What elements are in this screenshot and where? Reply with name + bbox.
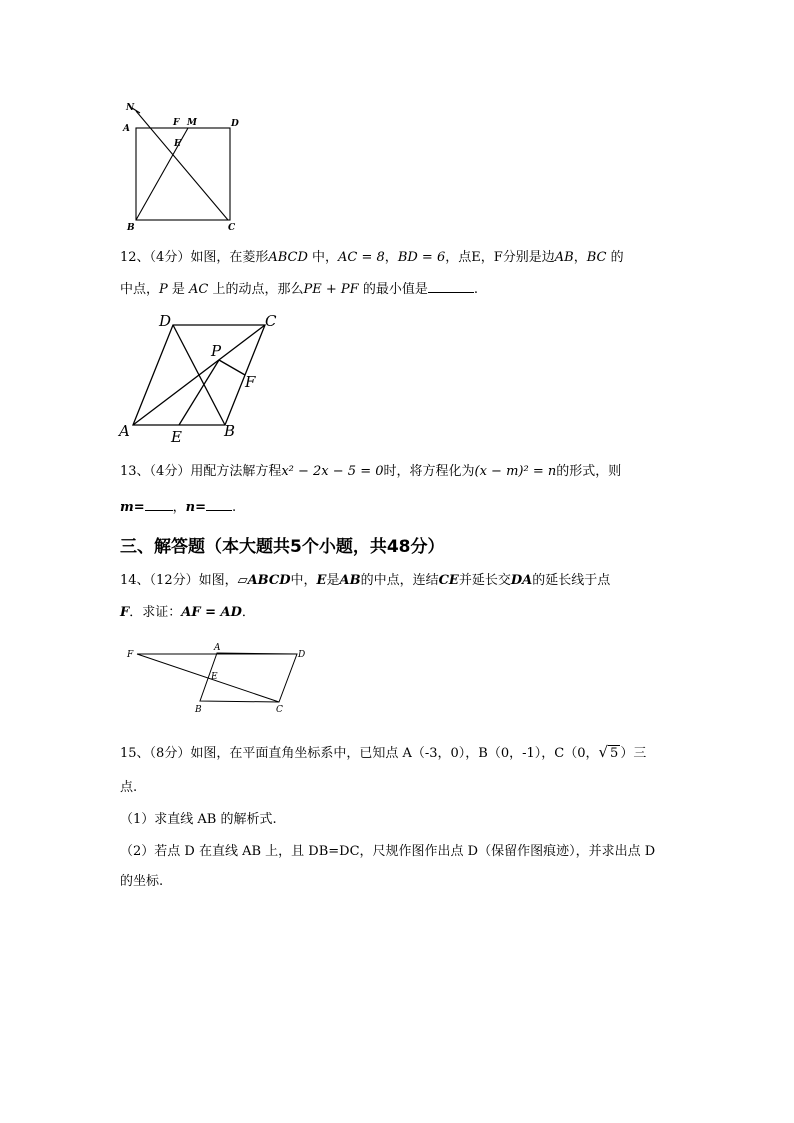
q14-text: 的中点，连结: [360, 573, 439, 588]
q13-text: ，: [172, 500, 186, 515]
sqrt-radicand: 5: [610, 746, 619, 761]
math-bc: BC: [586, 250, 607, 265]
q12-line1: [120, 248, 624, 268]
q13-line1: [120, 462, 621, 482]
q12-text: 的: [606, 250, 624, 265]
q12-text: ，: [573, 250, 587, 265]
label-a: A: [214, 643, 221, 653]
q14-text: 并延长交: [458, 573, 511, 588]
label-a: A: [119, 422, 130, 440]
label-c: C: [265, 312, 277, 330]
answer-blank: [428, 280, 474, 293]
label-e: E: [211, 672, 218, 682]
answer-blank-m: [145, 498, 173, 511]
label-b: B: [127, 223, 135, 233]
q12-line2: [120, 280, 478, 300]
diagonal-bd: [173, 325, 225, 425]
q13-n-label: n=: [185, 500, 207, 515]
q13-text: 时，将方程化为: [383, 464, 475, 479]
line-fc: [137, 654, 279, 702]
figure-q12: [115, 308, 285, 448]
label-f: F: [173, 118, 180, 128]
q12-text: 是: [167, 282, 190, 297]
label-m: M: [187, 118, 197, 128]
segment-pe: [179, 360, 219, 425]
label-f: F: [127, 650, 134, 660]
q13-text: 的形式，则: [556, 464, 622, 479]
label-b: B: [195, 705, 202, 715]
figure-q14: [122, 640, 322, 718]
math-ab: AB: [339, 573, 361, 588]
math-parallelogram: ▱ABCD: [237, 573, 291, 588]
q13-text: .: [232, 500, 237, 515]
label-p: P: [211, 342, 222, 360]
q12-text: ，点E，F分别是边: [445, 250, 555, 265]
segment-pf: [219, 360, 245, 375]
q15-part3: 的坐标.: [120, 874, 164, 889]
math-pe-pf: PE + PF: [303, 282, 359, 297]
label-c: C: [276, 705, 283, 715]
q12-text: 的最小值是: [358, 282, 428, 297]
label-d: D: [298, 650, 306, 660]
q14-text: ．求证：: [129, 605, 182, 620]
label-e: E: [171, 428, 182, 446]
math-af-ad: AF = AD: [181, 605, 242, 620]
q12-text: 中，: [307, 250, 339, 265]
math-bd-eq: BD = 6: [397, 250, 446, 265]
q13-line2: [120, 498, 236, 518]
math-ce: CE: [438, 573, 459, 588]
q14-text: 的延长线于点: [532, 573, 611, 588]
q14-text: 14、（12分）如图，: [120, 573, 238, 588]
q15-part2: （2）若点 D 在直线 AB 上，且 DB=DC，尺规作图作出点 D（保留作图痕迹），并求出点 D: [120, 844, 656, 859]
label-e: E: [174, 139, 181, 149]
q14-text: 中，: [290, 573, 317, 588]
math-form: (x − m)² = n: [474, 464, 557, 479]
q12-text: ，: [384, 250, 398, 265]
label-d: D: [231, 119, 239, 129]
math-abcd: ABCD: [268, 250, 308, 265]
q15-line2: 点.: [120, 780, 138, 795]
label-f: F: [245, 373, 256, 391]
answer-blank-n: [206, 498, 232, 511]
q15-part1: （1）求直线 AB 的解析式.: [120, 812, 277, 827]
q14-line1: [120, 571, 610, 591]
label-c: C: [228, 223, 236, 233]
q13-text: 13、（4分）用配方法解方程: [120, 464, 282, 479]
math-p: P: [159, 282, 168, 297]
sqrt-symbol: √: [598, 743, 609, 761]
label-a: A: [123, 124, 130, 134]
q15-line1: [120, 742, 646, 764]
label-b: B: [224, 422, 236, 440]
math-f: F: [120, 605, 130, 620]
math-equation: x² − 2x − 5 = 0: [281, 464, 384, 479]
math-ab: AB: [554, 250, 574, 265]
math-e: E: [316, 573, 327, 588]
q15-text: ）三: [620, 746, 647, 761]
label-n: N: [126, 103, 135, 113]
q15-text: 15、（8分）如图，在平面直角坐标系中，已知点 A（-3，0），B（0，-1），C（0，: [120, 746, 599, 761]
q14-text: 是: [326, 573, 340, 588]
q12-text: 中点，: [120, 282, 160, 297]
line-nb: [136, 111, 228, 220]
figure-q11: [118, 98, 248, 234]
math-da: DA: [510, 573, 533, 588]
q14-line2: [120, 603, 255, 623]
q12-text: 12、（4分）如图，在菱形: [120, 250, 269, 265]
math-ac-eq: AC = 8: [338, 250, 385, 265]
section-heading: 三、解答题（本大题共5个小题，共48分）: [120, 537, 445, 557]
q14-text: ．: [241, 605, 255, 620]
q12-text: 上的动点，那么: [208, 282, 304, 297]
math-ac: AC: [189, 282, 209, 297]
q12-text: .: [473, 282, 478, 297]
label-d: D: [159, 312, 172, 330]
q13-m-label: m=: [120, 500, 145, 515]
